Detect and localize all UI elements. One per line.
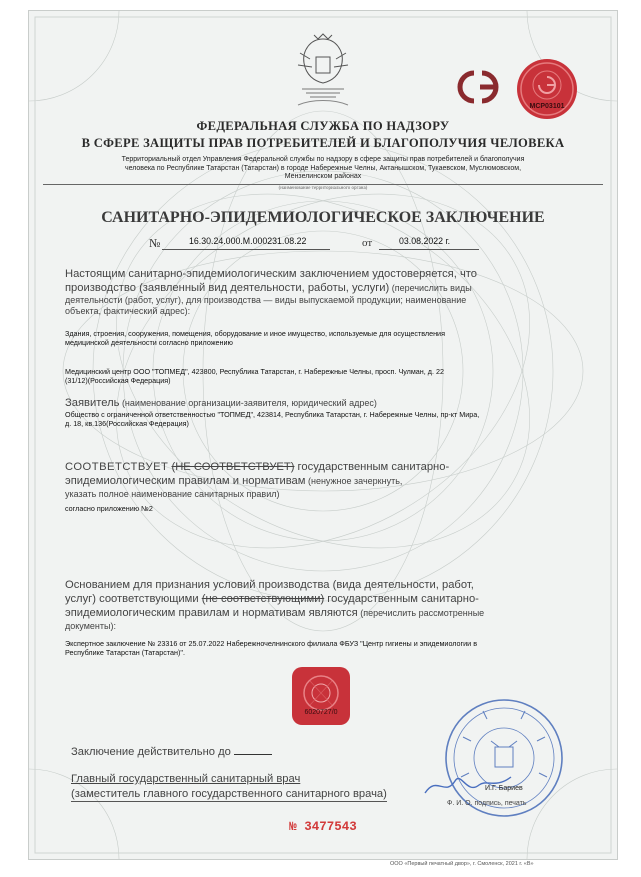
basis-text: государственным санитарно-: [324, 593, 479, 605]
divider: [43, 184, 603, 185]
intro-line: Настоящим санитарно-эпидемиологическим заключением удостоверяется, что: [65, 268, 478, 280]
certificate-number: 16.30.24.000.М.000231.08.22: [189, 236, 307, 246]
conformity-note: (ненужное зачеркнуть,: [305, 476, 403, 486]
department-line: Территориальный отдел Управления Федеральной службы по надзору в сфере защиты прав потребителей и благополучия: [121, 156, 525, 163]
conformity-note: указать полное наименование санитарных правил): [65, 489, 280, 499]
validity-line: [234, 754, 272, 755]
seal-code: МСР03101: [529, 103, 565, 110]
address-line: (31/12)(Российская Федерация): [65, 376, 171, 385]
conformity-value: согласно приложению №2: [65, 504, 153, 513]
conformity-status: СООТВЕТСТВУЕТ: [65, 461, 169, 473]
certificate-sheet: [28, 10, 618, 860]
conformity-text: эпидемиологическим правилам и нормативам: [65, 475, 306, 487]
number-label: №: [149, 236, 161, 250]
object-address: [65, 367, 605, 385]
validity-row: [71, 745, 272, 759]
applicant-line: Общество с ограниченной ответственностью "ТОПМЕД", 423814, Республика Татарстан, г. Набережные Челны, пр-кт Мира,: [65, 410, 480, 419]
hologram-sticker: [292, 667, 350, 725]
agency-line-2: В СФЕРЕ ЗАЩИТЫ ПРАВ ПОТРЕБИТЕЛЕЙ И БЛАГОПОЛУЧИЯ ЧЕЛОВЕКА: [81, 136, 565, 150]
sanitary-logo-icon: [452, 67, 506, 107]
applicant-note: (наименование организации-заявителя, юридический адрес): [119, 398, 377, 408]
applicant-label: Заявитель: [65, 397, 120, 409]
basis-doc-line: Экспертное заключение № 23316 от 25.07.2022 Набережночелнинского филиала ФБУЗ "Центр гигиены и эпидемиологии в: [65, 639, 478, 648]
validity-label: Заключение действительно до: [71, 746, 231, 758]
object-line: медицинской деятельности согласно приложению: [65, 338, 233, 347]
signer-title-1: Главный государственный санитарный врач: [71, 773, 301, 785]
department-block: [29, 156, 617, 182]
conformity-struck: (НЕ СООТВЕТСТВУЕТ): [171, 461, 295, 473]
hologram-pattern-icon: [292, 667, 350, 725]
date-label: от: [362, 237, 373, 249]
printer-imprint: ООО «Первый печатный двор», г. Смоленск, 2021 г. «В»: [390, 861, 534, 867]
intro-note-line: деятельности (работ, услуг), для производства — виды выпускаемой продукции; наименование: [65, 295, 467, 305]
applicant-heading: [65, 396, 377, 410]
department-line: человека по Республике Татарстан (Татарстан) в городе Набережные Челны, Актанышском, Тукаевском, Муслюмовском,: [124, 164, 522, 172]
conformity-block: [65, 460, 605, 500]
certificate-date: 03.08.2022 г.: [399, 236, 451, 246]
agency-line-1: ФЕДЕРАЛЬНАЯ СЛУЖБА ПО НАДЗОРУ: [196, 119, 450, 133]
applicant-details: [65, 410, 605, 428]
signer-title-2: (заместитель главного государственного санитарного врача): [71, 788, 387, 800]
basis-doc-line: Республике Татарстан (Татарстан)".: [65, 648, 185, 657]
basis-note: (перечислить рассмотренные: [357, 608, 485, 618]
basis-block: [65, 578, 605, 632]
signer-name: И.Г. Бариев: [485, 785, 523, 792]
department-caption: (наименование территориального органа): [278, 186, 368, 191]
document-title: САНИТАРНО-ЭПИДЕМИОЛОГИЧЕСКОЕ ЗАКЛЮЧЕНИЕ: [101, 209, 545, 226]
applicant-line: д. 18, кв.136(Российская Федерация): [65, 419, 189, 428]
serial-number: № 3477543: [289, 820, 357, 834]
basis-text: услуг) соответствующими: [65, 593, 202, 605]
object-line: Здания, строения, сооружения, помещения, оборудование и иное имущество, используемые для осуществления: [65, 329, 445, 338]
signature-icon: [421, 767, 517, 801]
red-seal: [517, 59, 577, 119]
signer-caption: Ф. И. О. подпись, печать: [447, 800, 527, 807]
basis-note: документы):: [65, 621, 116, 631]
object-description: [65, 329, 605, 347]
conformity-text: государственным санитарно-: [294, 461, 450, 473]
basis-struck: (не соответствующими): [201, 593, 325, 605]
basis-text: эпидемиологическим правилам и нормативам являются: [65, 607, 358, 619]
seal-pattern-icon: [517, 59, 577, 119]
basis-documents: [65, 639, 610, 657]
intro-note: (перечислить виды: [389, 283, 472, 293]
basis-line: Основанием для признания условий производства (вида деятельности, работ,: [65, 579, 474, 591]
intro-paragraph: [65, 267, 605, 317]
hologram-code: 6020727/0: [304, 709, 338, 716]
address-line: Медицинский центр ООО "ТОПМЕД", 423800, Республика Татарстан, г. Набережные Челны, просп. Чулман, д. 22: [65, 367, 444, 376]
intro-note-line: объекта, фактический адрес):: [65, 306, 191, 316]
department-line: Мензелинском районах: [284, 173, 362, 181]
intro-line: производство (заявленный вид деятельности, работы, услуги): [65, 282, 390, 294]
emblem-icon: [292, 31, 354, 117]
